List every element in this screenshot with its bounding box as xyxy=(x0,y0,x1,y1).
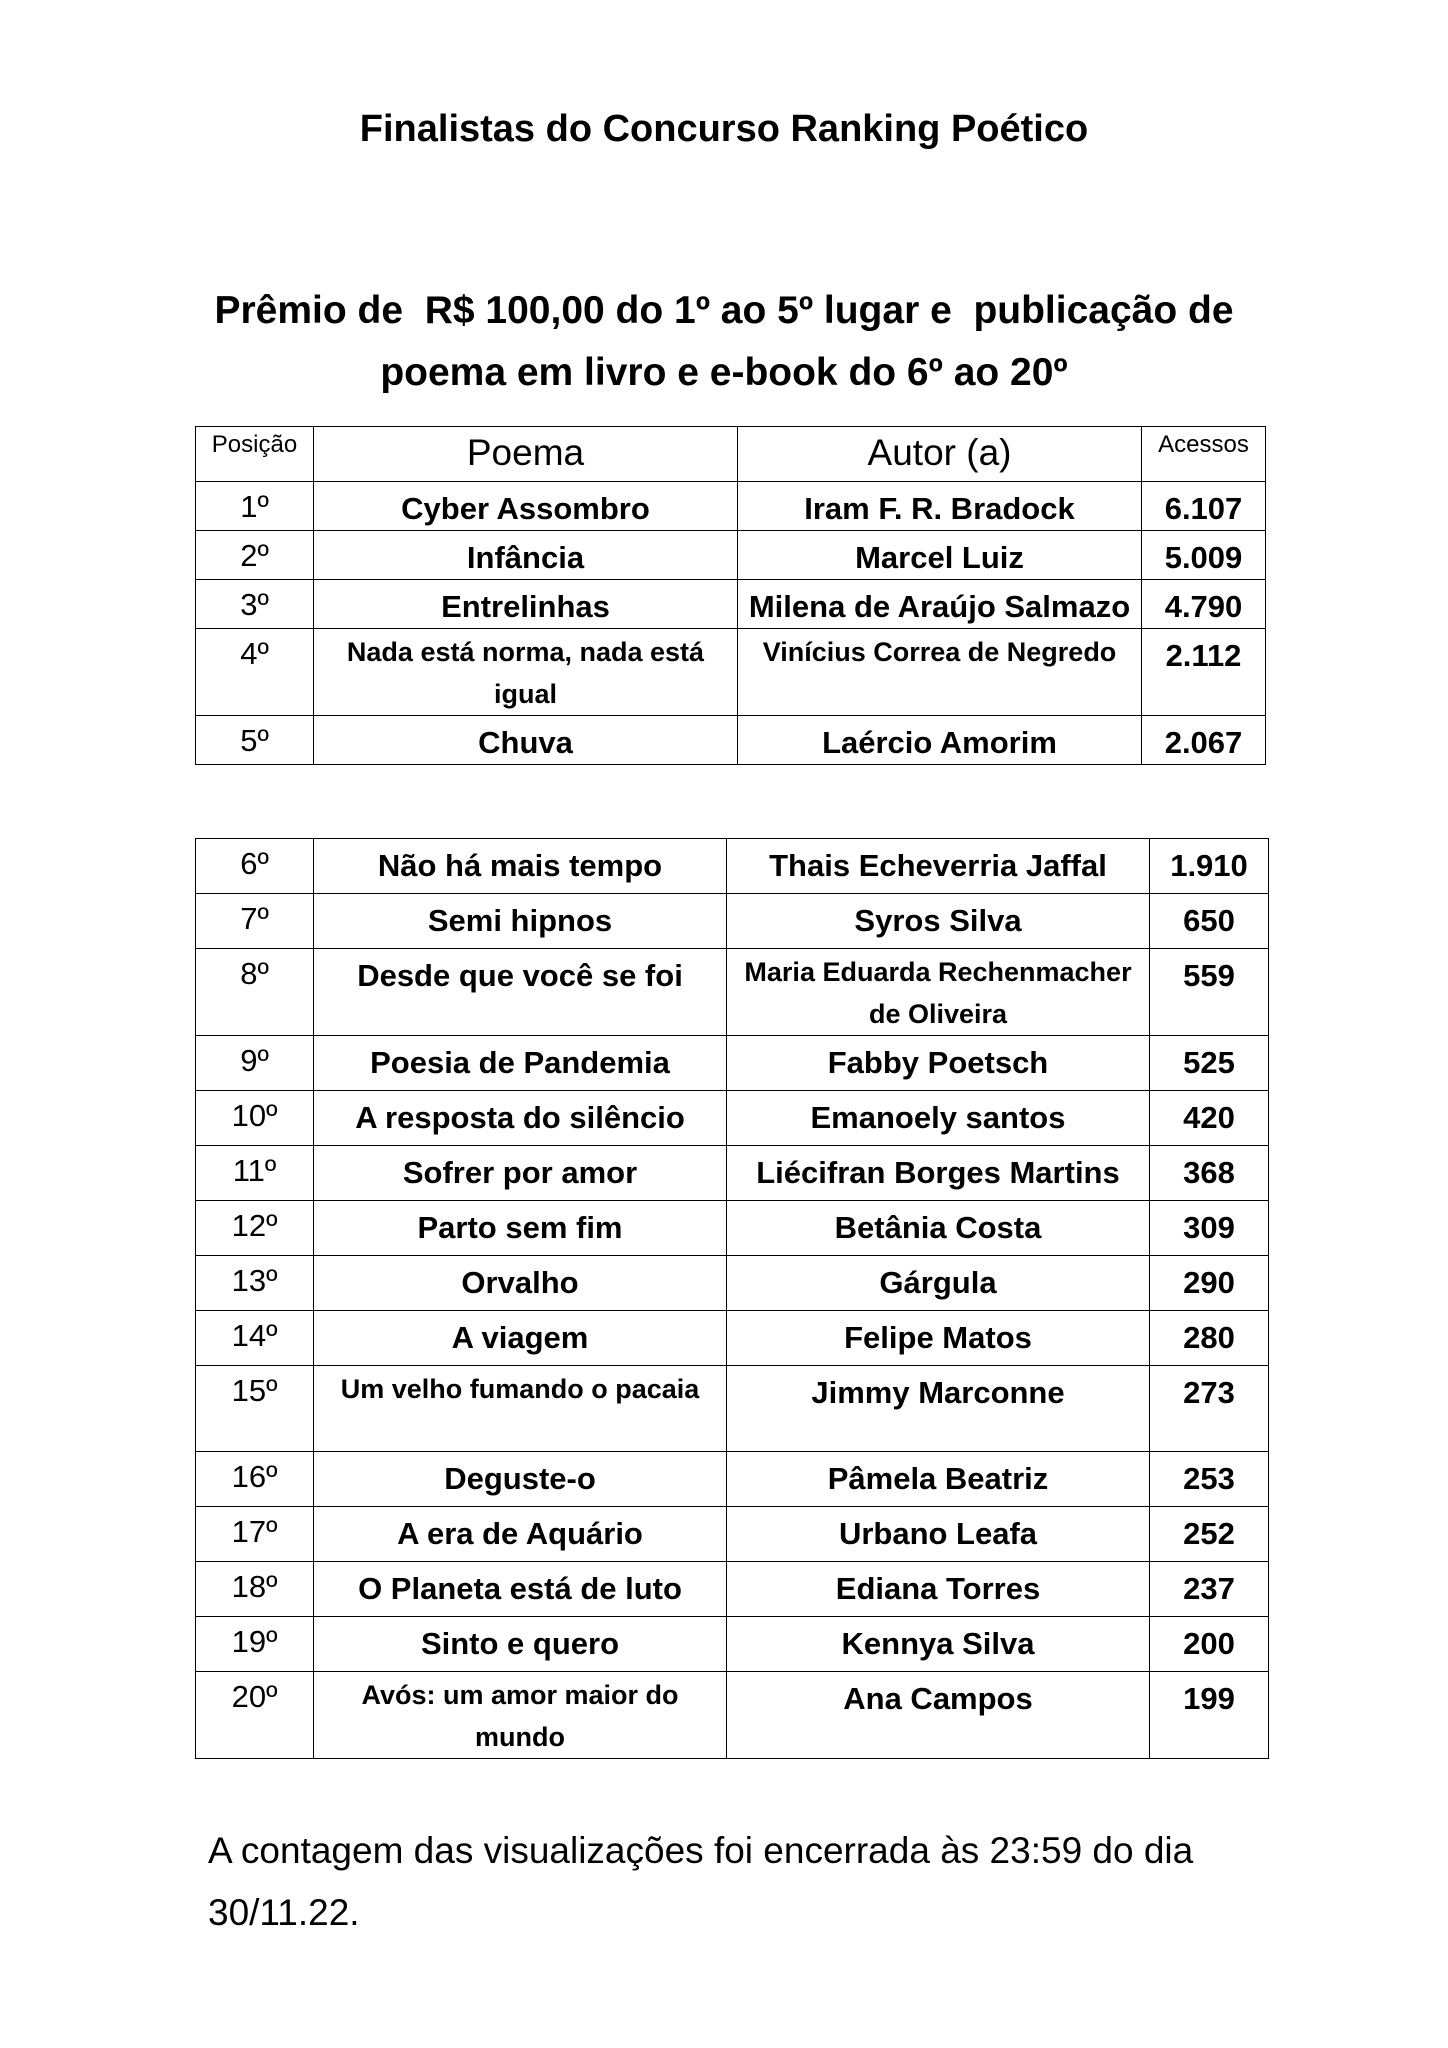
cell-poem: Sofrer por amor xyxy=(314,1146,727,1201)
cell-author: Urbano Leafa xyxy=(727,1507,1150,1562)
cell-views: 6.107 xyxy=(1142,482,1266,531)
cell-poem: A era de Aquário xyxy=(314,1507,727,1562)
table-row xyxy=(196,1256,1269,1311)
cell-views: 2.067 xyxy=(1142,716,1266,765)
cell-author: Betânia Costa xyxy=(727,1201,1150,1256)
table-row xyxy=(196,839,1269,894)
cell-views: 1.910 xyxy=(1150,839,1269,894)
cell-views: 252 xyxy=(1150,1507,1269,1562)
cell-poem: Semi hipnos xyxy=(314,894,727,949)
table-row xyxy=(196,1672,1269,1759)
header-author: Autor (a) xyxy=(738,427,1142,482)
cell-author: Liécifran Borges Martins xyxy=(727,1146,1150,1201)
cell-poem: Chuva xyxy=(314,716,738,765)
cell-poem: Não há mais tempo xyxy=(314,839,727,894)
cell-views: 253 xyxy=(1150,1452,1269,1507)
table-row xyxy=(196,580,1266,629)
cell-author: Maria Eduarda Rechenmacher de Oliveira xyxy=(727,949,1150,1036)
cell-position: 1º xyxy=(196,482,314,531)
table-row xyxy=(196,1562,1269,1617)
cell-author: Syros Silva xyxy=(727,894,1150,949)
cell-poem: Cyber Assombro xyxy=(314,482,738,531)
cell-poem: Avós: um amor maior do mundo xyxy=(314,1672,727,1759)
table-row xyxy=(196,1452,1269,1507)
cell-position: 19º xyxy=(196,1617,314,1672)
cell-views: 420 xyxy=(1150,1091,1269,1146)
table-row xyxy=(196,482,1266,531)
table-row xyxy=(196,629,1266,716)
top-five-table xyxy=(195,426,1266,765)
cell-author: Felipe Matos xyxy=(727,1311,1150,1366)
cell-author: Kennya Silva xyxy=(727,1617,1150,1672)
footer-note: A contagem das visualizações foi encerrada às 23:59 do dia 30/11.22. xyxy=(208,1830,1194,1933)
cell-poem: Orvalho xyxy=(314,1256,727,1311)
cell-poem: Parto sem fim xyxy=(314,1201,727,1256)
page-title: Finalistas do Concurso Ranking Poético xyxy=(359,108,1089,150)
cell-position: 6º xyxy=(196,839,314,894)
cell-poem: Nada está norma, nada está igual xyxy=(314,629,738,716)
cell-position: 17º xyxy=(196,1507,314,1562)
cell-author: Jimmy Marconne xyxy=(727,1366,1150,1452)
table-row xyxy=(196,1617,1269,1672)
cell-author: Gárgula xyxy=(727,1256,1150,1311)
cell-author: Iram F. R. Bradock xyxy=(738,482,1142,531)
cell-author: Marcel Luiz xyxy=(738,531,1142,580)
table-row xyxy=(196,1507,1269,1562)
cell-author: Fabby Poetsch xyxy=(727,1036,1150,1091)
cell-views: 5.009 xyxy=(1142,531,1266,580)
table-row xyxy=(196,716,1266,765)
cell-position: 13º xyxy=(196,1256,314,1311)
cell-views: 200 xyxy=(1150,1617,1269,1672)
cell-author: Milena de Araújo Salmazo xyxy=(738,580,1142,629)
cell-author: Ediana Torres xyxy=(727,1562,1150,1617)
cell-views: 273 xyxy=(1150,1366,1269,1452)
cell-position: 10º xyxy=(196,1091,314,1146)
prize-subtitle-line1: Prêmio de R$ 100,00 do 1º ao 5º lugar e publicação de xyxy=(214,289,1234,332)
cell-position: 2º xyxy=(196,531,314,580)
cell-author: Thais Echeverria Jaffal xyxy=(727,839,1150,894)
cell-position: 14º xyxy=(196,1311,314,1366)
cell-poem: O Planeta está de luto xyxy=(314,1562,727,1617)
cell-poem: Poesia de Pandemia xyxy=(314,1036,727,1091)
table-row xyxy=(196,949,1269,1036)
ranks-6-to-20-table xyxy=(195,838,1269,1759)
table-row xyxy=(196,1201,1269,1256)
cell-position: 7º xyxy=(196,894,314,949)
cell-poem: Desde que você se foi xyxy=(314,949,727,1036)
table-row xyxy=(196,1091,1269,1146)
cell-poem: A resposta do silêncio xyxy=(314,1091,727,1146)
cell-poem: Entrelinhas xyxy=(314,580,738,629)
cell-position: 4º xyxy=(196,629,314,716)
cell-author: Pâmela Beatriz xyxy=(727,1452,1150,1507)
table-row xyxy=(196,531,1266,580)
table-row xyxy=(196,1366,1269,1452)
cell-poem: A viagem xyxy=(314,1311,727,1366)
cell-views: 525 xyxy=(1150,1036,1269,1091)
cell-views: 309 xyxy=(1150,1201,1269,1256)
cell-author: Vinícius Correa de Negredo xyxy=(738,629,1142,716)
cell-position: 11º xyxy=(196,1146,314,1201)
cell-views: 559 xyxy=(1150,949,1269,1036)
table-header-row xyxy=(196,427,1266,482)
cell-poem: Infância xyxy=(314,531,738,580)
cell-views: 650 xyxy=(1150,894,1269,949)
cell-position: 9º xyxy=(196,1036,314,1091)
cell-position: 5º xyxy=(196,716,314,765)
cell-views: 280 xyxy=(1150,1311,1269,1366)
prize-subtitle-line2: poema em livro e e-book do 6º ao 20º xyxy=(380,351,1068,394)
cell-views: 290 xyxy=(1150,1256,1269,1311)
cell-position: 16º xyxy=(196,1452,314,1507)
cell-position: 3º xyxy=(196,580,314,629)
table-row xyxy=(196,1311,1269,1366)
cell-poem: Um velho fumando o pacaia xyxy=(314,1366,727,1452)
cell-views: 2.112 xyxy=(1142,629,1266,716)
cell-author: Ana Campos xyxy=(727,1672,1150,1759)
cell-views: 199 xyxy=(1150,1672,1269,1759)
cell-poem: Deguste-o xyxy=(314,1452,727,1507)
cell-views: 4.790 xyxy=(1142,580,1266,629)
header-position: Posição xyxy=(196,427,314,482)
cell-views: 237 xyxy=(1150,1562,1269,1617)
cell-position: 18º xyxy=(196,1562,314,1617)
header-views: Acessos xyxy=(1142,427,1266,482)
cell-author: Emanoely santos xyxy=(727,1091,1150,1146)
table-row xyxy=(196,894,1269,949)
table-row xyxy=(196,1146,1269,1201)
prize-subtitle xyxy=(180,280,1268,404)
cell-views: 368 xyxy=(1150,1146,1269,1201)
cell-author: Laércio Amorim xyxy=(738,716,1142,765)
table-row xyxy=(196,1036,1269,1091)
cell-position: 15º xyxy=(196,1366,314,1452)
cell-position: 12º xyxy=(196,1201,314,1256)
cell-poem: Sinto e quero xyxy=(314,1617,727,1672)
cell-position: 20º xyxy=(196,1672,314,1759)
header-poem: Poema xyxy=(314,427,738,482)
cell-position: 8º xyxy=(196,949,314,1036)
